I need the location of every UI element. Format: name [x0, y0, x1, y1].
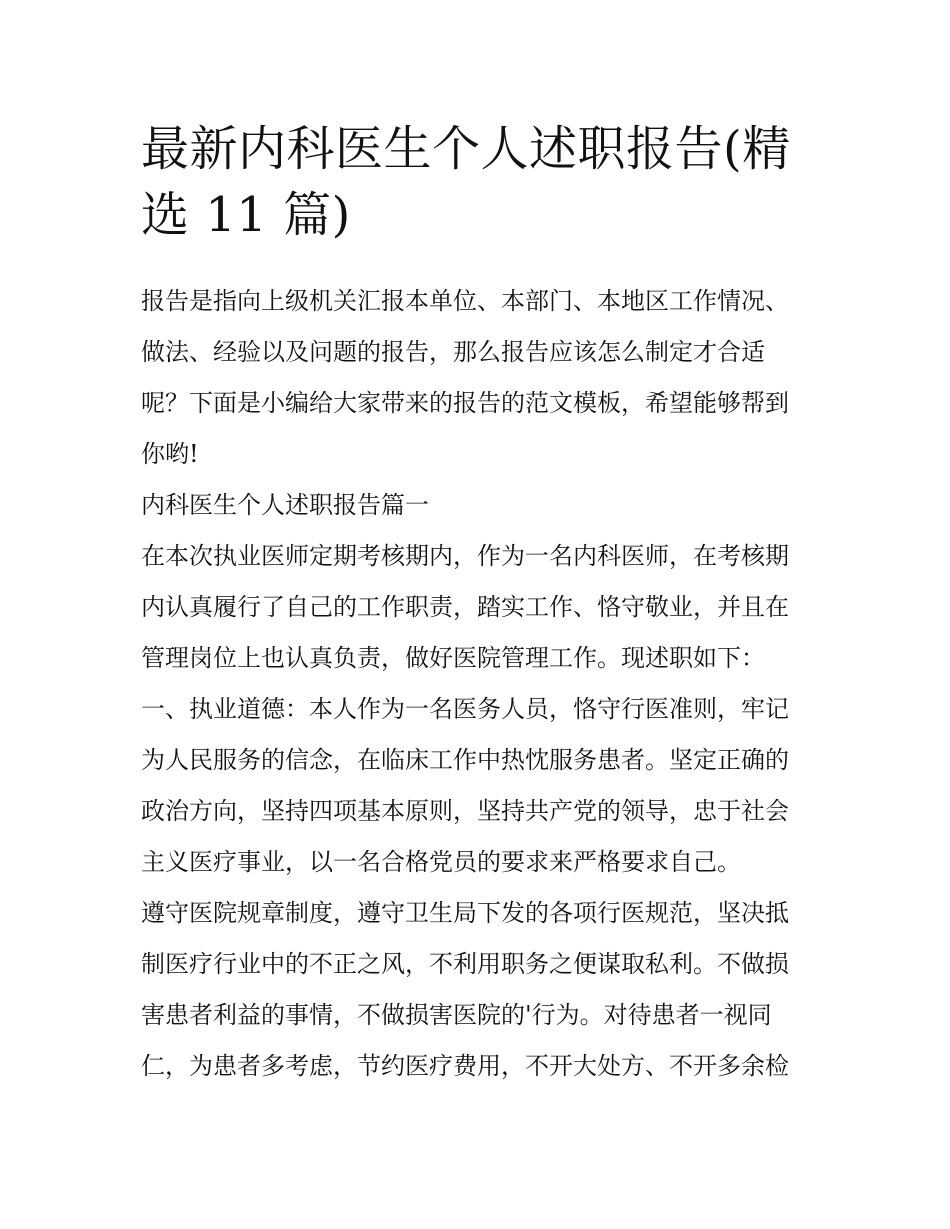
- body-line: 仁，为患者多考虑，节约医疗费用，不开大处方、不开多余检: [141, 1052, 789, 1080]
- body-line: 制医疗行业中的不正之风，不利用职务之便谋取私利。不做损: [141, 950, 789, 978]
- body-line: 呢？下面是小编给大家带来的报告的范文模板，希望能够帮到: [141, 389, 789, 417]
- title-line: 最新内科医生个人述职报告(精: [141, 121, 791, 177]
- body-line: 政治方向，坚持四项基本原则，坚持共产党的领导，忠于社会: [141, 797, 789, 825]
- body-line: 害患者利益的事情，不做损害医院的'行为。对待患者一视同: [141, 1001, 772, 1029]
- body-line: 做法、经验以及问题的报告，那么报告应该怎么制定才合适: [141, 338, 765, 366]
- title-line: 选 11 篇): [141, 187, 351, 243]
- body-line: 一、执业道德：本人作为一名医务人员，恪守行医准则，牢记: [141, 695, 789, 723]
- document-body: [141, 281, 821, 1097]
- body-line: 在本次执业医师定期考核期内，作为一名内科医师，在考核期: [141, 542, 789, 570]
- body-line: 报告是指向上级机关汇报本单位、本部门、本地区工作情况、: [141, 287, 789, 315]
- body-line: 管理岗位上也认真负责，做好医院管理工作。现述职如下：: [141, 644, 765, 672]
- document-title: [141, 116, 821, 248]
- body-line: 遵守医院规章制度，遵守卫生局下发的各项行医规范，坚决抵: [141, 899, 789, 927]
- body-line: 你哟!: [141, 440, 199, 468]
- body-line: 为人民服务的信念，在临床工作中热忱服务患者。坚定正确的: [141, 746, 789, 774]
- section-heading: 内科医生个人述职报告篇一: [141, 491, 429, 519]
- body-line: 内认真履行了自己的工作职责，踏实工作、恪守敬业，并且在: [141, 593, 789, 621]
- body-line: 主义医疗事业，以一名合格党员的要求来严格要求自己。: [141, 848, 741, 876]
